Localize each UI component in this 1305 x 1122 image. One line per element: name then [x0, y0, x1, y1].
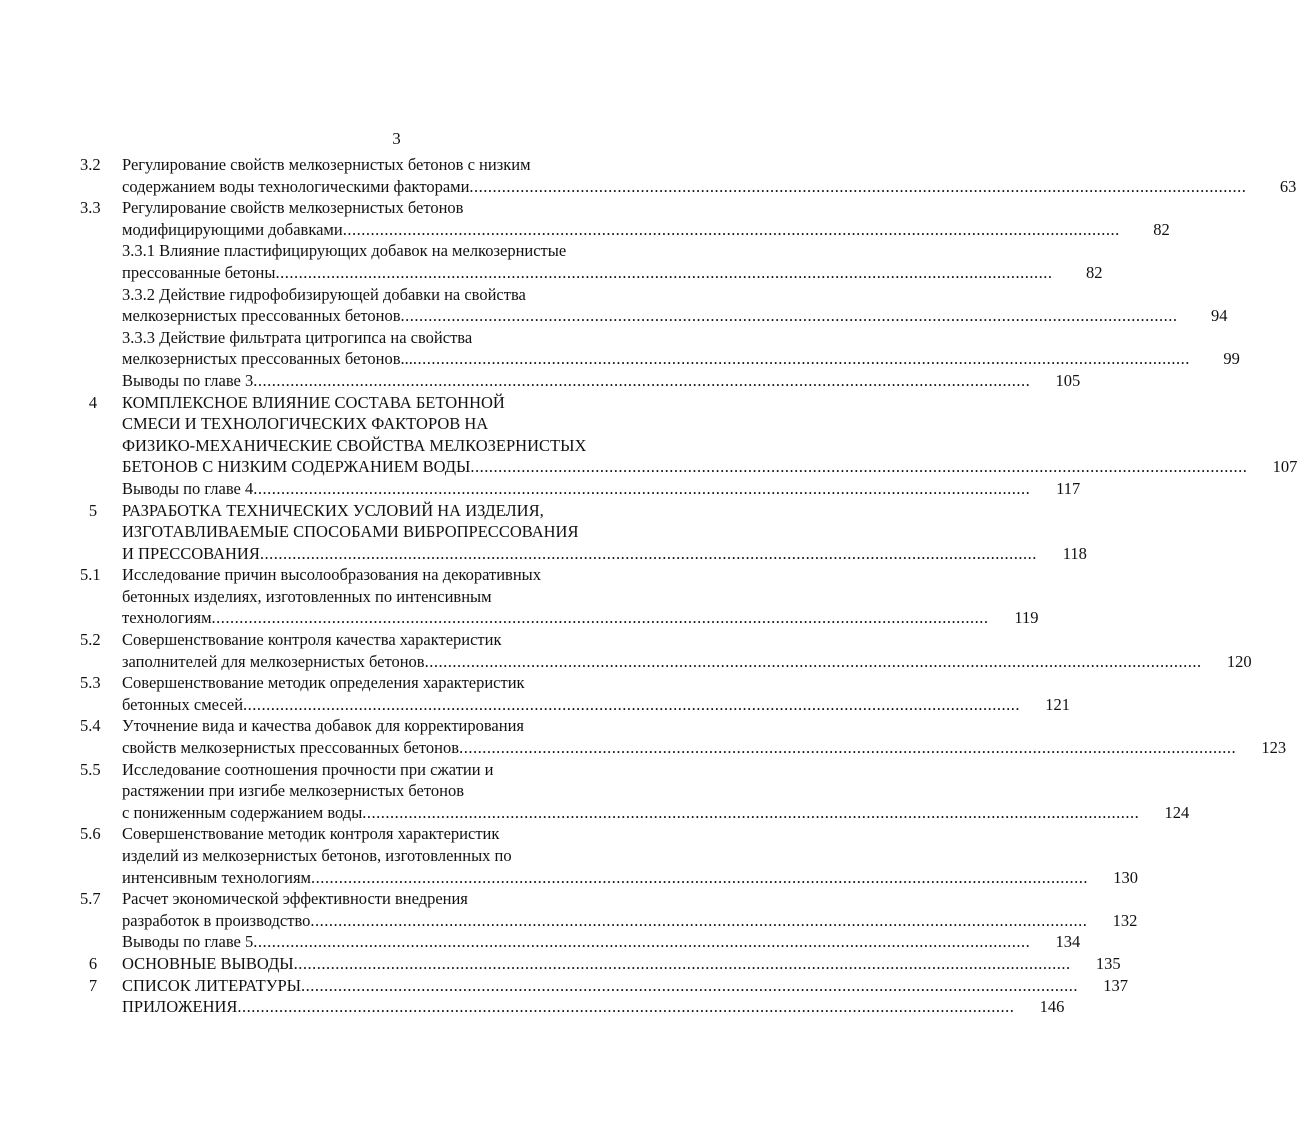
dot-leader: ........................................................................................................................................................................ — [342, 219, 1120, 239]
toc-entry-leader-line — [122, 478, 1030, 500]
toc-entry-title — [122, 327, 1190, 370]
toc-entry-title — [122, 500, 1037, 565]
toc-entry-title-line: 3.3.2 Действие гидрофобизирующей добавки на свойства — [122, 284, 526, 304]
toc-entry-title — [122, 823, 1088, 888]
dot-leader: ........................................................................................................................................................................ — [311, 867, 1088, 887]
toc-entry-page: 123 — [1261, 738, 1287, 758]
toc-entry-leader-line — [122, 607, 989, 629]
toc-entry-title — [122, 240, 1052, 283]
table-of-contents — [80, 154, 1298, 1018]
toc-entry-number — [80, 284, 122, 327]
toc-entry — [80, 327, 1240, 370]
toc-entry-number: 5.1 — [80, 565, 101, 585]
dot-leader: ........................................................................................................................................................................ — [412, 349, 1190, 369]
toc-entry — [80, 672, 1071, 715]
toc-entry-number: 5 — [88, 500, 98, 520]
toc-entry-page: 117 — [1056, 478, 1081, 498]
toc-entry-page: 146 — [1039, 997, 1065, 1017]
toc-entry-leader-line — [122, 651, 1202, 673]
toc-entry-leader-line — [122, 456, 1247, 478]
toc-entry-page: 99 — [1223, 349, 1240, 369]
toc-entry-title — [122, 715, 1236, 758]
toc-entry — [80, 996, 1065, 1018]
toc-entry-leader-line — [122, 305, 1178, 327]
toc-entry-page: 130 — [1113, 867, 1138, 887]
toc-entry-title-line: Исследование соотношения прочности при сжатии и — [122, 759, 494, 779]
toc-entry-number: 7 — [88, 975, 98, 995]
toc-entry — [80, 629, 1252, 672]
toc-entry-number — [80, 240, 122, 283]
toc-entry-title-line: Уточнение вида и качества добавок для корректирования — [122, 716, 525, 736]
toc-entry-leader-line — [122, 694, 1020, 716]
toc-entry-title — [122, 154, 1246, 197]
toc-entry-page: 118 — [1062, 543, 1087, 563]
toc-entry-title-line: Исследование причин высолообразования на декоративных — [122, 565, 541, 585]
toc-entry-title-last-line: прессованные бетоны — [122, 262, 276, 282]
toc-entry-leader-line — [122, 996, 1014, 1018]
toc-entry-title-last-line: мелкозернистых прессованных бетонов... — [122, 349, 413, 369]
toc-entry-leader-line — [122, 953, 1071, 975]
toc-entry — [80, 953, 1121, 975]
toc-entry-title-last-line: ПРИЛОЖЕНИЯ — [122, 997, 238, 1017]
toc-entry-page: 134 — [1055, 932, 1081, 952]
toc-entry-title-last-line: интенсивным технологиям — [122, 867, 311, 887]
toc-entry-title — [122, 478, 1030, 500]
dot-leader: ........................................................................................................................................................................ — [253, 370, 1031, 390]
toc-entry-title — [122, 197, 1120, 240]
dot-leader: ........................................................................................................................................................................ — [470, 457, 1248, 477]
toc-entry-title-line: Совершенствование методик определения характеристик — [122, 673, 525, 693]
toc-entry-leader-line — [122, 219, 1120, 241]
toc-entry-title-line: ФИЗИКО-МЕХАНИЧЕСКИЕ СВОЙСТВА МЕЛКОЗЕРНИСТЫХ — [122, 435, 587, 455]
toc-entry-title — [122, 672, 1020, 715]
toc-entry-title-last-line: Выводы по главе 3 — [122, 370, 254, 390]
dot-leader: ........................................................................................................................................................................ — [211, 608, 989, 628]
toc-entry-page: 63 — [1279, 176, 1297, 196]
toc-entry-title-line: КОМПЛЕКСНОЕ ВЛИЯНИЕ СОСТАВА БЕТОННОЙ — [122, 392, 505, 412]
toc-entry-title-line: 3.3.3 Действие фильтрата цитрогипса на свойства — [122, 327, 473, 347]
toc-entry — [80, 478, 1081, 500]
toc-entry-page: 119 — [1014, 608, 1039, 628]
toc-entry-leader-line — [122, 737, 1236, 759]
toc-entry-page: 82 — [1153, 219, 1170, 239]
dot-leader: ........................................................................................................................................................................ — [362, 802, 1140, 822]
toc-entry-page: 124 — [1164, 802, 1190, 822]
toc-entry-number — [80, 478, 122, 500]
toc-entry-page: 107 — [1272, 457, 1298, 477]
toc-entry — [80, 370, 1081, 392]
toc-entry-number: 3.2 — [80, 155, 101, 174]
toc-entry-title — [122, 392, 1247, 478]
dot-leader: ........................................................................................................................................................................ — [310, 910, 1088, 930]
toc-entry-leader-line — [122, 802, 1139, 824]
toc-entry — [80, 931, 1081, 953]
toc-entry-title-line: РАЗРАБОТКА ТЕХНИЧЕСКИХ УСЛОВИЙ НА ИЗДЕЛИЯ, — [122, 500, 544, 520]
toc-entry-title — [122, 931, 1030, 953]
toc-entry-title — [122, 629, 1202, 672]
toc-entry-title-last-line: СПИСОК ЛИТЕРАТУРЫ — [122, 975, 302, 995]
toc-entry-title — [122, 888, 1087, 931]
toc-entry — [80, 197, 1170, 240]
toc-entry-title-last-line: Выводы по главе 4 — [122, 478, 254, 498]
toc-entry-number: 5.3 — [80, 673, 101, 693]
toc-entry-number: 3.3 — [80, 198, 101, 218]
toc-entry-leader-line — [122, 176, 1246, 198]
toc-entry-page: 137 — [1103, 975, 1129, 995]
toc-entry-title-last-line: заполнителей для мелкозернистых бетонов — [122, 651, 425, 671]
toc-entry-leader-line — [122, 262, 1052, 284]
toc-entry — [80, 284, 1228, 327]
toc-entry-number: 4 — [88, 392, 98, 412]
dot-leader: ........................................................................................................................................................................ — [253, 932, 1031, 952]
toc-entry-title-last-line: разработок в производство — [122, 910, 311, 930]
toc-entry-leader-line — [122, 370, 1030, 392]
toc-entry-title-last-line: И ПРЕССОВАНИЯ — [122, 543, 260, 563]
toc-entry — [80, 392, 1298, 478]
dot-leader: ........................................................................................................................................................................ — [243, 694, 1021, 714]
dot-leader: ........................................................................................................................................................................ — [301, 975, 1079, 995]
toc-entry-title-last-line: БЕТОНОВ С НИЗКИМ СОДЕРЖАНИЕМ ВОДЫ — [122, 457, 471, 477]
toc-entry — [80, 975, 1129, 997]
toc-entry-title-line: Регулирование свойств мелкозернистых бетонов — [122, 198, 464, 218]
dot-leader: ........................................................................................................................................................................ — [253, 478, 1031, 498]
dot-leader: ........................................................................................................................................................................ — [400, 306, 1178, 326]
toc-entry — [80, 823, 1138, 888]
toc-entry — [80, 888, 1138, 931]
toc-entry-number: 5.6 — [80, 824, 101, 844]
toc-entry — [80, 564, 1039, 629]
dot-leader: ........................................................................................................................................................................ — [293, 953, 1071, 973]
toc-entry-title-line: изделий из мелкозернистых бетонов, изготовленных по — [122, 846, 512, 865]
toc-entry-title-line: СМЕСИ И ТЕХНОЛОГИЧЕСКИХ ФАКТОРОВ НА — [122, 414, 489, 434]
toc-entry-page: 120 — [1226, 651, 1252, 671]
toc-entry-leader-line — [122, 975, 1078, 997]
toc-entry-number — [80, 931, 122, 953]
toc-entry-title-line: 3.3.1 Влияние пластифицирующих добавок на мелкозернистые — [122, 241, 567, 261]
toc-entry-title-last-line: с пониженным содержанием воды — [122, 802, 363, 822]
toc-entry-title-line: Совершенствование контроля качества характеристик — [122, 630, 502, 650]
toc-entry — [80, 715, 1287, 758]
page-number: 3 — [392, 129, 401, 148]
dot-leader: ........................................................................................................................................................................ — [275, 262, 1053, 282]
toc-entry-title-last-line: содержанием воды технологическими факторами — [122, 176, 470, 196]
toc-entry-title — [122, 975, 1078, 997]
toc-entry-title-line: бетонных изделиях, изготовленных по интенсивным — [122, 586, 492, 606]
toc-entry-leader-line — [122, 348, 1190, 370]
toc-entry-title — [122, 284, 1178, 327]
toc-entry-page: 132 — [1112, 910, 1138, 930]
dot-leader: ........................................................................................................................................................................ — [259, 543, 1037, 563]
toc-entry-title-last-line: технологиям — [122, 608, 212, 628]
toc-entry-title-line: Регулирование свойств мелкозернистых бетонов с низким — [122, 155, 531, 174]
toc-entry-number: 5.2 — [80, 630, 101, 650]
toc-entry-number — [80, 327, 122, 370]
toc-entry-title-line: ИЗГОТАВЛИВАЕМЫЕ СПОСОБАМИ ВИБРОПРЕССОВАНИЯ — [122, 522, 579, 542]
toc-entry-title-last-line: мелкозернистых прессованных бетонов — [122, 306, 401, 326]
toc-entry-title-last-line: свойств мелкозернистых прессованных бетонов — [122, 738, 460, 758]
toc-entry-page: 94 — [1211, 306, 1228, 326]
toc-entry-title-line: Расчет экономической эффективности внедрения — [122, 889, 468, 909]
toc-entry — [80, 500, 1087, 565]
dot-leader: ........................................................................................................................................................................ — [459, 738, 1237, 758]
toc-entry-title-last-line: бетонных смесей — [122, 694, 244, 714]
toc-entry-title-line: Совершенствование методик контроля характеристик — [122, 824, 500, 844]
toc-entry — [80, 759, 1190, 824]
toc-entry-number: 5.5 — [80, 759, 101, 779]
toc-entry-number: 5.4 — [80, 716, 101, 736]
toc-entry-number: 5.7 — [80, 889, 101, 909]
toc-entry-page: 82 — [1085, 262, 1103, 282]
toc-entry — [80, 154, 1297, 197]
toc-entry — [80, 240, 1103, 283]
toc-entry-title — [122, 370, 1030, 392]
toc-entry-title — [122, 996, 1014, 1018]
toc-entry-title-last-line: Выводы по главе 5 — [122, 932, 254, 952]
toc-entry-number — [80, 370, 122, 392]
dot-leader: ........................................................................................................................................................................ — [424, 651, 1202, 671]
toc-entry-title-line: растяжении при изгибе мелкозернистых бетонов — [122, 781, 464, 801]
toc-entry-title-last-line: модифицирующими добавками — [122, 219, 343, 239]
toc-entry-leader-line — [122, 910, 1087, 932]
toc-entry-title-last-line: ОСНОВНЫЕ ВЫВОДЫ — [122, 953, 294, 973]
toc-entry-leader-line — [122, 867, 1088, 889]
toc-entry-number — [80, 996, 122, 1018]
toc-entry-number: 6 — [88, 953, 98, 973]
toc-entry-leader-line — [122, 931, 1030, 953]
toc-entry-leader-line — [122, 543, 1037, 565]
toc-entry-title — [122, 759, 1139, 824]
toc-entry-page: 105 — [1055, 370, 1081, 390]
dot-leader: ........................................................................................................................................................................ — [237, 997, 1015, 1017]
dot-leader: ........................................................................................................................................................................ — [469, 176, 1247, 196]
toc-entry-page: 135 — [1095, 953, 1121, 973]
toc-entry-title — [122, 564, 989, 629]
toc-entry-title — [122, 953, 1071, 975]
toc-entry-page: 121 — [1045, 694, 1071, 714]
